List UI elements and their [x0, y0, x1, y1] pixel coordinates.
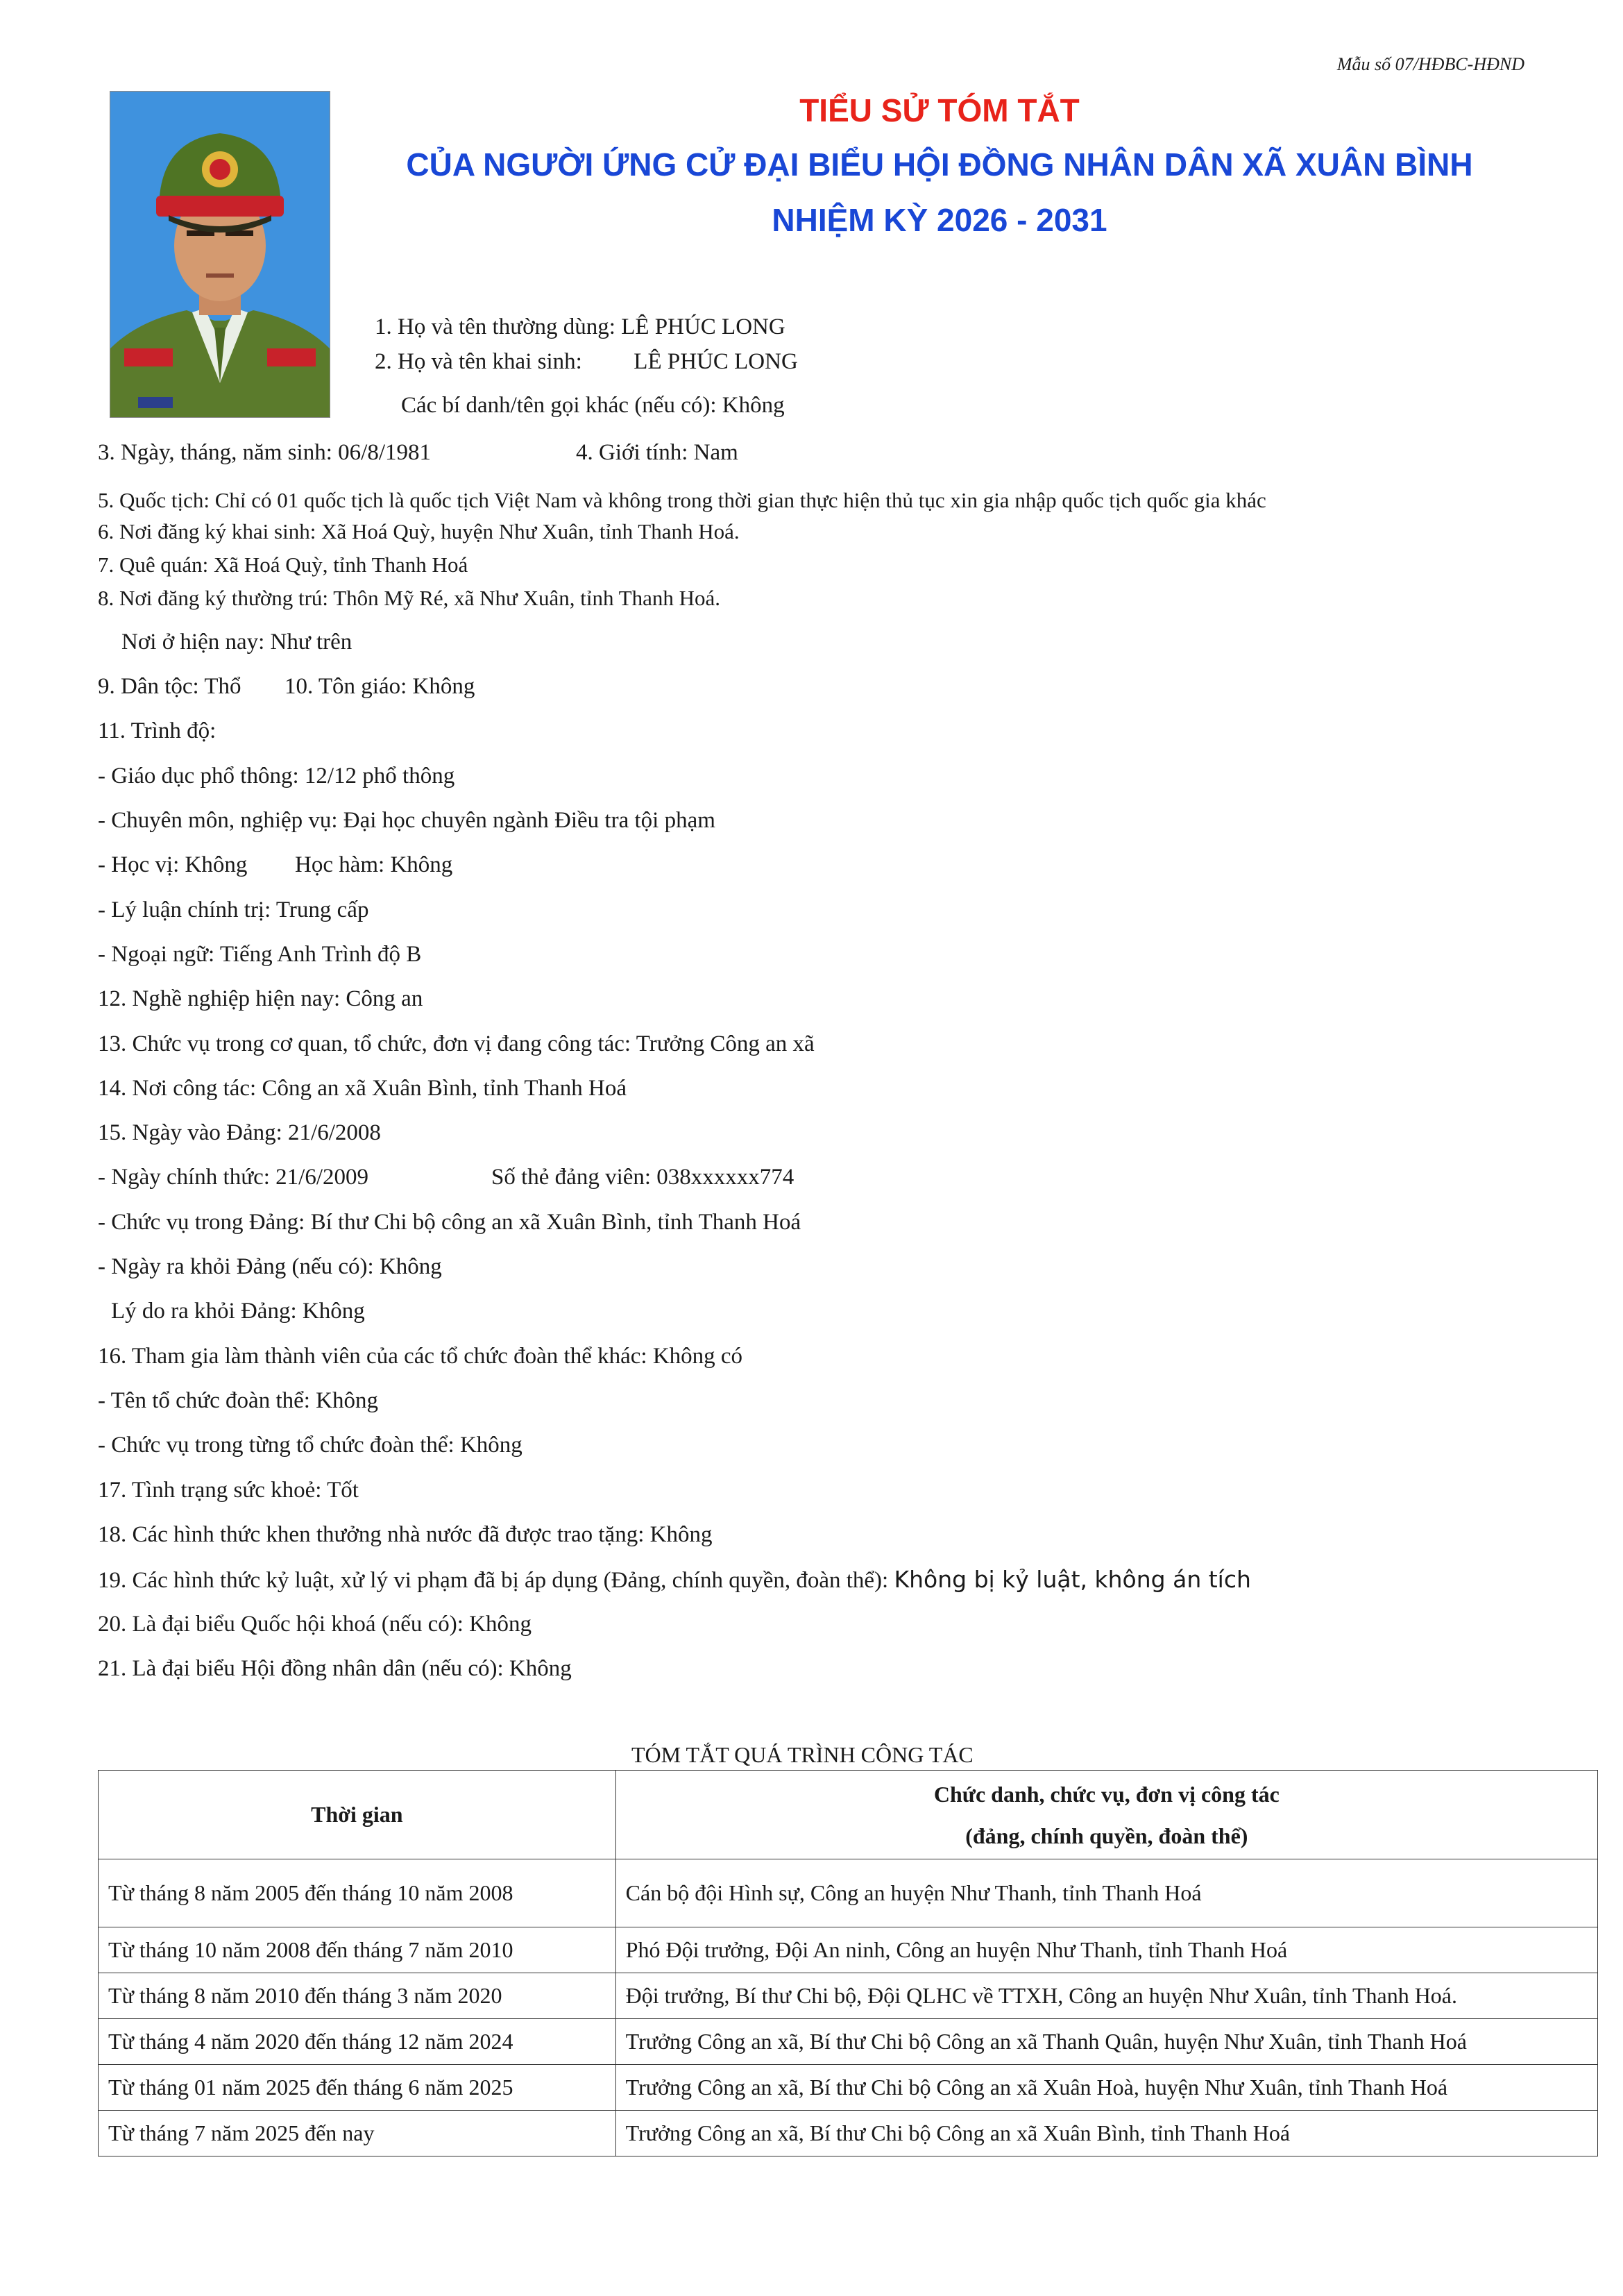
field-19-label: 19. Các hình thức kỷ luật, xử lý vi phạm đã bị áp dụng (Đảng, chính quyền, đoàn thể): — [98, 1568, 889, 1593]
field-19 — [98, 1566, 1251, 1595]
field-18: 18. Các hình thức khen thưởng nhà nước đã được trao tặng: Không — [98, 1522, 713, 1547]
col-header-position-line2: (đảng, chính quyền, đoàn thể) — [965, 1823, 1248, 1848]
cell-time: Từ tháng 8 năm 2010 đến tháng 3 năm 2020 — [99, 1973, 616, 2019]
field-11: 11. Trình độ: — [98, 718, 216, 743]
col-header-position — [615, 1771, 1597, 1859]
field-2-label: 2. Họ và tên khai sinh: — [375, 349, 582, 374]
portrait-illustration — [110, 92, 330, 417]
table-row — [99, 1973, 1598, 2019]
field-edu-degree: - Học vị: Không — [98, 852, 248, 877]
field-party-leave: - Ngày ra khỏi Đảng (nếu có): Không — [98, 1254, 442, 1279]
field-2-value: LÊ PHÚC LONG — [634, 349, 798, 374]
field-edu-general: - Giáo dục phổ thông: 12/12 phổ thông — [98, 763, 455, 788]
field-edu-title: Học hàm: Không — [295, 852, 453, 877]
cell-position: Trưởng Công an xã, Bí thư Chi bộ Công an xã Thanh Quân, huyện Như Xuân, tỉnh Thanh Hoá — [615, 2019, 1597, 2065]
cell-position: Phó Đội trưởng, Đội An ninh, Công an huyện Như Thanh, tỉnh Thanh Hoá — [615, 1927, 1597, 1973]
field-12: 12. Nghề nghiệp hiện nay: Công an — [98, 986, 423, 1011]
field-9: 9. Dân tộc: Thổ — [98, 674, 241, 699]
table-row — [99, 2065, 1598, 2111]
table-header-row — [99, 1771, 1598, 1859]
cell-position: Cán bộ đội Hình sự, Công an huyện Như Thanh, tỉnh Thanh Hoá — [615, 1859, 1597, 1927]
field-10: 10. Tôn giáo: Không — [284, 674, 475, 699]
field-1-value: LÊ PHÚC LONG — [621, 314, 785, 339]
field-20: 20. Là đại biểu Quốc hội khoá (nếu có): Không — [98, 1612, 532, 1637]
field-4: 4. Giới tính: Nam — [576, 440, 738, 465]
title-line-3: NHIỆM KỲ 2026 - 2031 — [772, 202, 1107, 238]
table-row — [99, 1859, 1598, 1927]
field-official-date: - Ngày chính thức: 21/6/2009 — [98, 1165, 368, 1190]
cell-position: Đội trưởng, Bí thư Chi bộ, Đội QLHC về TTXH, Công an huyện Như Xuân, tỉnh Thanh Hoá. — [615, 1973, 1597, 2019]
field-13: 13. Chức vụ trong cơ quan, tổ chức, đơn vị đang công tác: Trưởng Công an xã — [98, 1031, 815, 1056]
field-19-value: Không bị kỷ luật, không án tích — [894, 1566, 1251, 1593]
field-edu-political: - Lý luận chính trị: Trung cấp — [98, 897, 369, 922]
cell-time: Từ tháng 8 năm 2005 đến tháng 10 năm 2008 — [99, 1859, 616, 1927]
cell-time: Từ tháng 7 năm 2025 đến nay — [99, 2111, 616, 2156]
title-line-1: TIỂU SỬ TÓM TẮT — [799, 92, 1080, 128]
work-history-caption: TÓM TẮT QUÁ TRÌNH CÔNG TÁC — [631, 1742, 974, 1767]
cell-time: Từ tháng 01 năm 2025 đến tháng 6 năm 2025 — [99, 2065, 616, 2111]
field-16: 16. Tham gia làm thành viên của các tổ chức đoàn thể khác: Không có — [98, 1344, 743, 1369]
field-21: 21. Là đại biểu Hội đồng nhân dân (nếu có): Không — [98, 1656, 572, 1681]
form-number: Mẫu số 07/HĐBC-HĐND — [1336, 54, 1524, 74]
cell-position: Trưởng Công an xã, Bí thư Chi bộ Công an xã Xuân Hoà, huyện Như Xuân, tỉnh Thanh Hoá — [615, 2065, 1597, 2111]
work-history-table — [98, 1770, 1598, 2156]
field-current-residence: Nơi ở hiện nay: Như trên — [121, 630, 352, 655]
field-3: 3. Ngày, tháng, năm sinh: 06/8/1981 — [98, 440, 431, 465]
field-org-name: - Tên tổ chức đoàn thể: Không — [98, 1388, 379, 1413]
field-6: 6. Nơi đăng ký khai sinh: Xã Hoá Quỳ, huyện Như Xuân, tỉnh Thanh Hoá. — [98, 519, 740, 543]
field-8: 8. Nơi đăng ký thường trú: Thôn Mỹ Ré, xã Như Xuân, tỉnh Thanh Hoá. — [98, 586, 720, 610]
table-row — [99, 1927, 1598, 1973]
field-1-label: 1. Họ và tên thường dùng: — [375, 314, 615, 339]
field-party-position: - Chức vụ trong Đảng: Bí thư Chi bộ công an xã Xuân Bình, tỉnh Thanh Hoá — [98, 1210, 801, 1235]
table-row — [99, 2019, 1598, 2065]
field-org-position: - Chức vụ trong từng tổ chức đoàn thể: Không — [98, 1433, 522, 1458]
cell-position: Trưởng Công an xã, Bí thư Chi bộ Công an xã Xuân Bình, tỉnh Thanh Hoá — [615, 2111, 1597, 2156]
field-14: 14. Nơi công tác: Công an xã Xuân Bình, tỉnh Thanh Hoá — [98, 1076, 627, 1101]
field-party-leave-reason: Lý do ra khỏi Đảng: Không — [111, 1299, 365, 1324]
field-1 — [375, 314, 785, 341]
col-header-time: Thời gian — [99, 1771, 616, 1859]
title-line-2: CỦA NGƯỜI ỨNG CỬ ĐẠI BIỂU HỘI ĐỒNG NHÂN DÂN XÃ XUÂN BÌNH — [406, 146, 1473, 183]
candidate-photo — [110, 91, 330, 418]
field-17: 17. Tình trạng sức khoẻ: Tốt — [98, 1478, 359, 1503]
cell-time: Từ tháng 10 năm 2008 đến tháng 7 năm 2010 — [99, 1927, 616, 1973]
table-row — [99, 2111, 1598, 2156]
field-alias: Các bí danh/tên gọi khác (nếu có): Không — [401, 393, 785, 418]
field-5: 5. Quốc tịch: Chỉ có 01 quốc tịch là quốc tịch Việt Nam và không trong thời gian thực hiện thủ tục xin gia nhập quốc tịch quốc gia khác — [98, 488, 1266, 512]
field-party-card: Số thẻ đảng viên: 038xxxxxx774 — [491, 1165, 794, 1190]
col-header-position-line1: Chức danh, chức vụ, đơn vị công tác — [933, 1781, 1280, 1807]
cell-time: Từ tháng 4 năm 2020 đến tháng 12 năm 2024 — [99, 2019, 616, 2065]
field-edu-profession: - Chuyên môn, nghiệp vụ: Đại học chuyên ngành Điều tra tội phạm — [98, 808, 715, 833]
field-2 — [375, 348, 798, 376]
field-7: 7. Quê quán: Xã Hoá Quỳ, tỉnh Thanh Hoá — [98, 552, 468, 577]
field-edu-language: - Ngoại ngữ: Tiếng Anh Trình độ B — [98, 942, 422, 967]
field-15: 15. Ngày vào Đảng: 21/6/2008 — [98, 1120, 381, 1145]
